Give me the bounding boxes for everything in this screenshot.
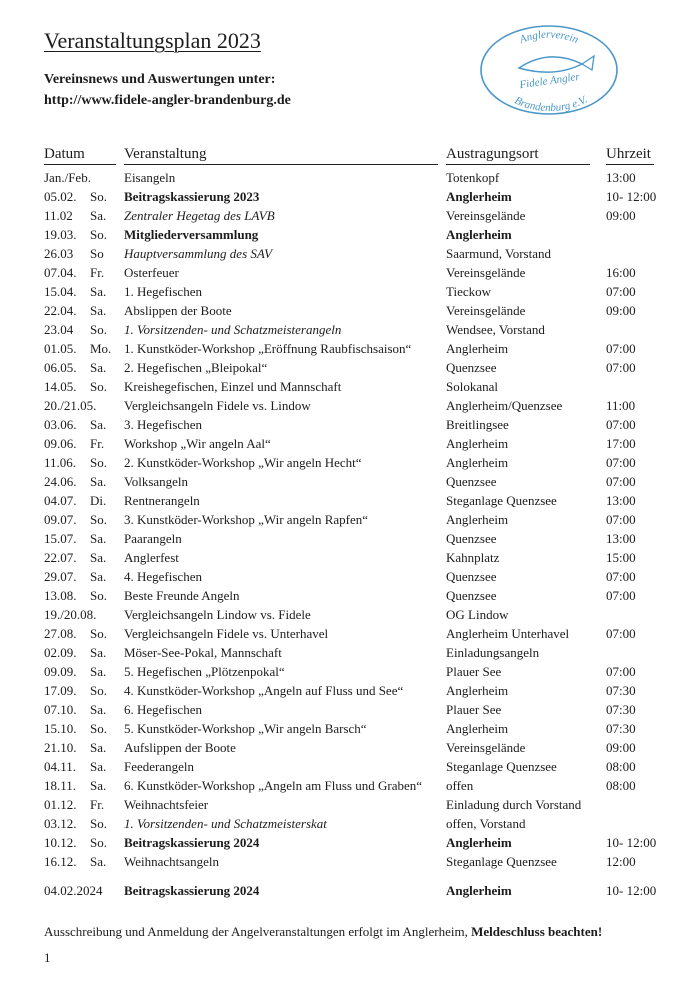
row-place: Steganlage Quenzsee [446, 759, 557, 774]
row-date: 09.06. [44, 436, 77, 451]
row-day: Sa. [90, 740, 107, 755]
row-time: 07:00 [606, 417, 636, 432]
row-time: 07:00 [606, 360, 636, 375]
header-time: Uhrzeit [606, 146, 651, 162]
row-time: 07:00 [606, 626, 636, 641]
row-day: So. [90, 379, 107, 394]
row-place: Breitlingsee [446, 417, 509, 432]
row-time: 08:00 [606, 759, 636, 774]
row-day: Sa. [90, 569, 107, 584]
row-event: Kreishegefischen, Einzel und Mannschaft [124, 379, 342, 394]
row-time: 10- 12:00 [606, 835, 657, 850]
row-date: 14.05. [44, 379, 77, 394]
header-underline [606, 164, 654, 165]
row-place: Vereinsgelände [446, 303, 526, 318]
footer-deadline: Meldeschluss beachten! [471, 924, 603, 939]
row-day: Sa. [90, 645, 107, 660]
row-event: Möser-See-Pokal, Mannschaft [124, 645, 282, 660]
table-row [0, 396, 700, 415]
row-day: So. [90, 189, 107, 204]
row-date: 27.08. [44, 626, 77, 641]
row-place: Anglerheim [446, 883, 512, 898]
row-event: 6. Kunstköder-Workshop „Angeln am Fluss und Graben“ [124, 778, 423, 793]
row-event: Weihnachtsangeln [124, 854, 219, 869]
table-row [0, 415, 700, 434]
row-event: Feederangeln [124, 759, 195, 774]
row-place: Einladungsangeln [446, 645, 540, 660]
row-event: Vergleichsangeln Lindow vs. Fidele [124, 607, 311, 622]
row-day: So. [90, 588, 107, 603]
row-date: 15.07. [44, 531, 77, 546]
row-time: 07:30 [606, 683, 636, 698]
row-place: Saarmund, Vorstand [446, 246, 551, 261]
row-day: So. [90, 721, 107, 736]
row-event: Aufslippen der Boote [124, 740, 236, 755]
row-place: Anglerheim [446, 227, 512, 242]
row-event: Beitragskassierung 2024 [124, 883, 260, 898]
row-event: Hauptversammlung des SAV [124, 246, 273, 261]
table-row [0, 586, 700, 605]
header-underline [124, 164, 438, 165]
row-place: Anglerheim [446, 512, 509, 527]
row-place: Vereinsgelände [446, 265, 526, 280]
table-row [0, 225, 700, 244]
row-event: 3. Hegefischen [124, 417, 202, 432]
row-date: 10.12. [44, 835, 77, 850]
table-row [0, 738, 700, 757]
row-event: Mitgliederversammlung [124, 227, 259, 242]
row-time: 09:00 [606, 740, 636, 755]
row-place: OG Lindow [446, 607, 509, 622]
table-row [0, 852, 700, 871]
row-date: 21.10. [44, 740, 77, 755]
row-event: Beste Freunde Angeln [124, 588, 240, 603]
row-event: 5. Hegefischen „Plötzenpokal“ [124, 664, 285, 679]
row-date: 24.06. [44, 474, 77, 489]
row-day: So [90, 246, 104, 261]
news-heading: Vereinsnews und Auswertungen unter: [44, 72, 276, 87]
row-date: 29.07. [44, 569, 77, 584]
footer-note [44, 924, 602, 940]
row-place: Vereinsgelände [446, 740, 526, 755]
row-day: Sa. [90, 778, 107, 793]
row-event: Rentnerangeln [124, 493, 200, 508]
svg-text:Fidele Angler: Fidele Angler [518, 70, 581, 92]
svg-text:Anglerverein: Anglerverein [517, 28, 581, 47]
row-event: Eisangeln [124, 170, 176, 185]
row-place: Steganlage Quenzsee [446, 854, 557, 869]
row-place: Anglerheim [446, 721, 509, 736]
row-time: 07:00 [606, 512, 636, 527]
table-row [0, 187, 700, 206]
table-row [0, 453, 700, 472]
row-day: Di. [90, 493, 107, 508]
row-event: 1. Vorsitzenden- und Schatzmeisterskat [124, 816, 327, 831]
row-date: 22.04. [44, 303, 77, 318]
header-place: Austragungsort [446, 146, 539, 162]
row-time: 07:00 [606, 455, 636, 470]
row-event: 2. Kunstköder-Workshop „Wir angeln Hecht“ [124, 455, 362, 470]
page-title: Veranstaltungsplan 2023 [44, 28, 261, 53]
row-place: Anglerheim [446, 341, 509, 356]
row-date: 19.03. [44, 227, 77, 242]
row-time: 07:30 [606, 721, 636, 736]
table-row [0, 301, 700, 320]
row-day: Fr. [90, 436, 105, 451]
table-row [0, 263, 700, 282]
row-place: Quenzsee [446, 531, 497, 546]
row-date: 07.04. [44, 265, 77, 280]
table-row [0, 472, 700, 491]
row-date: 18.11. [44, 778, 77, 793]
row-date: 02.09. [44, 645, 77, 660]
row-day: So. [90, 227, 107, 242]
footer-text: Ausschreibung und Anmeldung der Angelveranstaltungen erfolgt im Anglerheim, [44, 924, 468, 939]
row-day: So. [90, 512, 107, 527]
row-time: 13:00 [606, 493, 636, 508]
row-place: Anglerheim Unterhavel [446, 626, 570, 641]
row-place: Wendsee, Vorstand [446, 322, 545, 337]
row-place: Vereinsgelände [446, 208, 526, 223]
row-event: 1. Vorsitzenden- und Schatzmeisterangeln [124, 322, 342, 337]
row-date: 03.06. [44, 417, 77, 432]
row-time: 13:00 [606, 531, 636, 546]
row-place: Quenzsee [446, 474, 497, 489]
row-event: Abslippen der Boote [124, 303, 232, 318]
table-row [0, 491, 700, 510]
row-time: 10- 12:00 [606, 189, 657, 204]
table-row [0, 795, 700, 814]
row-event: 1. Kunstköder-Workshop „Eröffnung Raubfischsaison“ [124, 341, 412, 356]
row-date: Jan./Feb. [44, 170, 91, 185]
table-row [0, 168, 700, 187]
row-date: 22.07. [44, 550, 77, 565]
row-place: Kahnplatz [446, 550, 500, 565]
table-row [0, 643, 700, 662]
row-place: Quenzsee [446, 588, 497, 603]
row-date: 17.09. [44, 683, 77, 698]
table-row [0, 757, 700, 776]
row-date: 05.02. [44, 189, 77, 204]
row-day: Sa. [90, 208, 107, 223]
table-row [0, 510, 700, 529]
row-date: 26.03 [44, 246, 74, 261]
row-date: 01.12. [44, 797, 77, 812]
header-underline [446, 164, 590, 165]
table-row [0, 244, 700, 263]
row-event: Vergleichsangeln Fidele vs. Lindow [124, 398, 311, 413]
table-row [0, 358, 700, 377]
row-day: Sa. [90, 417, 107, 432]
row-place: Anglerheim [446, 835, 512, 850]
row-day: Sa. [90, 303, 107, 318]
table-row [0, 700, 700, 719]
row-date: 06.05. [44, 360, 77, 375]
table-row [0, 567, 700, 586]
row-place: Anglerheim [446, 455, 509, 470]
table-row [0, 776, 700, 795]
row-day: Sa. [90, 474, 107, 489]
row-event: Beitragskassierung 2024 [124, 835, 260, 850]
table-row [0, 377, 700, 396]
row-date: 11.02 [44, 208, 73, 223]
row-event: 4. Kunstköder-Workshop „Angeln auf Fluss und See“ [124, 683, 404, 698]
row-place: Anglerheim [446, 189, 512, 204]
row-date: 09.09. [44, 664, 77, 679]
row-place: Quenzsee [446, 360, 497, 375]
row-date: 16.12. [44, 854, 77, 869]
row-place: Plauer See [446, 702, 502, 717]
row-day: So. [90, 683, 107, 698]
row-place: offen [446, 778, 474, 793]
row-place: Solokanal [446, 379, 498, 394]
table-row [0, 282, 700, 301]
row-time: 17:00 [606, 436, 636, 451]
row-day: Sa. [90, 531, 107, 546]
row-date: 20./21.05. [44, 398, 97, 413]
table-row [0, 206, 700, 225]
table-row [0, 434, 700, 453]
row-place: Tieckow [446, 284, 492, 299]
row-event: 1. Hegefischen [124, 284, 202, 299]
row-date: 09.07. [44, 512, 77, 527]
row-date: 23.04 [44, 322, 74, 337]
row-day: Mo. [90, 341, 112, 356]
row-date: 04.02.2024 [44, 883, 103, 898]
row-day: Sa. [90, 360, 107, 375]
row-place: offen, Vorstand [446, 816, 526, 831]
row-day: Sa. [90, 702, 107, 717]
row-day: So. [90, 322, 107, 337]
row-place: Anglerheim [446, 683, 509, 698]
table-row [0, 605, 700, 624]
header-event: Veranstaltung [124, 146, 207, 162]
row-day: Fr. [90, 265, 105, 280]
table-row [0, 719, 700, 738]
header-date: Datum [44, 146, 85, 162]
row-date: 11.06. [44, 455, 77, 470]
row-place: Einladung durch Vorstand [446, 797, 582, 812]
table-row [0, 529, 700, 548]
table-row [0, 662, 700, 681]
row-day: So. [90, 816, 107, 831]
row-time: 13:00 [606, 170, 636, 185]
row-time: 15:00 [606, 550, 636, 565]
row-date: 15.10. [44, 721, 77, 736]
row-time: 08:00 [606, 778, 636, 793]
table-row [0, 681, 700, 700]
row-place: Plauer See [446, 664, 502, 679]
row-date: 15.04. [44, 284, 77, 299]
table-row [0, 624, 700, 643]
row-event: Workshop „Wir angeln Aal“ [124, 436, 271, 451]
row-place: Anglerheim/Quenzsee [446, 398, 563, 413]
row-place: Steganlage Quenzsee [446, 493, 557, 508]
row-time: 12:00 [606, 854, 636, 869]
row-time: 07:00 [606, 588, 636, 603]
row-day: Sa. [90, 854, 107, 869]
table-row [0, 833, 700, 852]
row-date: 07.10. [44, 702, 77, 717]
row-time: 07:00 [606, 341, 636, 356]
row-day: Sa. [90, 550, 107, 565]
row-time: 10- 12:00 [606, 883, 657, 898]
row-event: 4. Hegefischen [124, 569, 202, 584]
header-underline [44, 164, 116, 165]
club-logo-stamp [474, 18, 624, 118]
row-event: Weihnachtsfeier [124, 797, 209, 812]
row-date: 19./20.08. [44, 607, 97, 622]
row-event: 2. Hegefischen „Bleipokal“ [124, 360, 268, 375]
row-day: Sa. [90, 284, 107, 299]
row-event: Anglerfest [124, 550, 179, 565]
row-time: 09:00 [606, 208, 636, 223]
row-event: 6. Hegefischen [124, 702, 202, 717]
row-date: 03.12. [44, 816, 77, 831]
row-time: 07:00 [606, 474, 636, 489]
row-time: 07:30 [606, 702, 636, 717]
row-event: Vergleichsangeln Fidele vs. Unterhavel [124, 626, 329, 641]
table-row [0, 881, 700, 900]
row-date: 01.05. [44, 341, 77, 356]
row-place: Anglerheim [446, 436, 509, 451]
svg-text:Brandenburg e.V.: Brandenburg e.V. [512, 93, 590, 115]
row-day: So. [90, 455, 107, 470]
row-time: 09:00 [606, 303, 636, 318]
row-day: So. [90, 626, 107, 641]
row-event: Volksangeln [124, 474, 189, 489]
row-place: Totenkopf [446, 170, 500, 185]
row-time: 11:00 [606, 398, 636, 413]
row-event: 3. Kunstköder-Workshop „Wir angeln Rapfen“ [124, 512, 369, 527]
table-row [0, 548, 700, 567]
row-date: 13.08. [44, 588, 77, 603]
website-url: http://www.fidele-angler-brandenburg.de [44, 93, 291, 108]
table-row [0, 339, 700, 358]
fish-icon [519, 57, 582, 72]
row-day: Sa. [90, 664, 107, 679]
row-day: Sa. [90, 759, 107, 774]
row-event: Paarangeln [124, 531, 182, 546]
row-event: Zentraler Hegetag des LAVB [124, 208, 275, 223]
row-time: 16:00 [606, 265, 636, 280]
row-day: So. [90, 835, 107, 850]
row-event: Osterfeuer [124, 265, 179, 280]
row-date: 04.07. [44, 493, 77, 508]
table-row [0, 814, 700, 833]
table-row [0, 320, 700, 339]
row-time: 07:00 [606, 284, 636, 299]
row-place: Quenzsee [446, 569, 497, 584]
row-day: Fr. [90, 797, 105, 812]
row-date: 04.11. [44, 759, 77, 774]
row-time: 07:00 [606, 664, 636, 679]
row-event: Beitragskassierung 2023 [124, 189, 260, 204]
row-time: 07:00 [606, 569, 636, 584]
row-event: 5. Kunstköder-Workshop „Wir angeln Barsch“ [124, 721, 367, 736]
page-number: 1 [44, 950, 51, 965]
